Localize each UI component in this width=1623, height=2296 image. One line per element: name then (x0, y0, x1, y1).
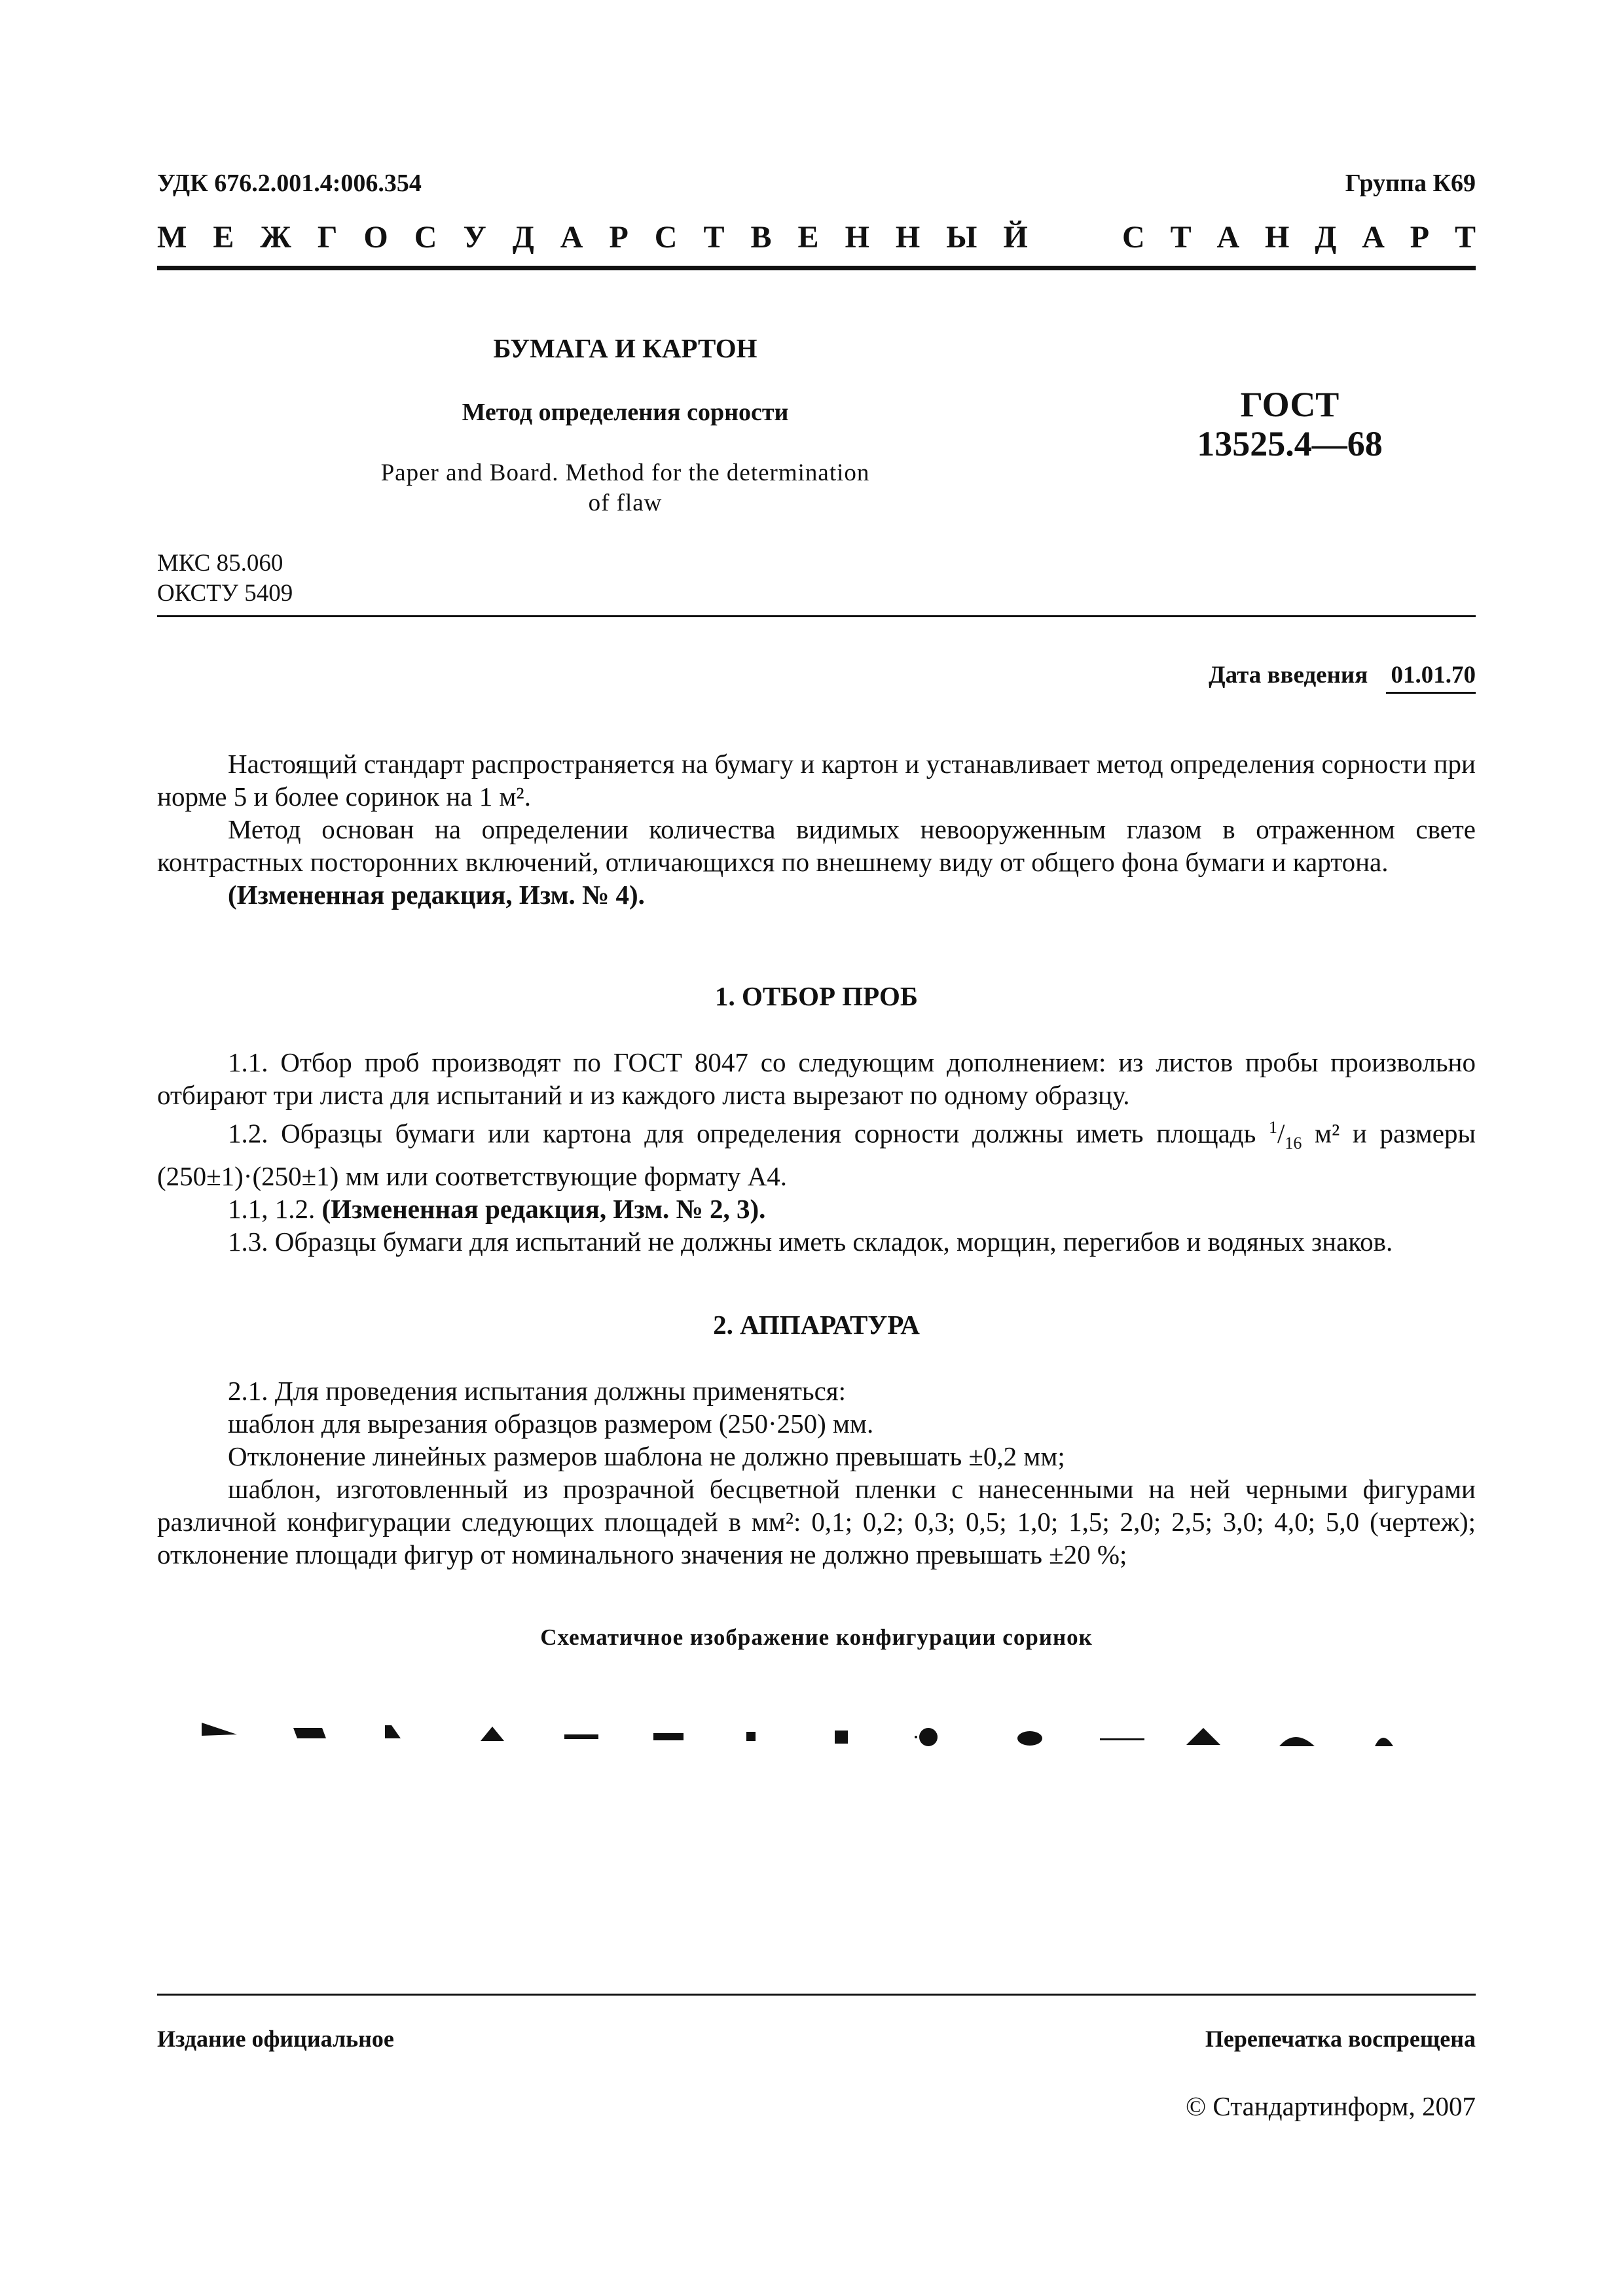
clause-1-2-text-a: 1.2. Образцы бумаги или картона для определения сорности должны иметь площадь (228, 1118, 1269, 1149)
banner-word-interstate-letter: Й (1003, 220, 1028, 255)
flaw-shape-9-dot (915, 1736, 917, 1738)
banner-word-standard-letter: Д (1315, 220, 1337, 255)
flaw-shape-10 (1017, 1731, 1042, 1746)
clause-1-2: 1.2. Образцы бумаги или картона для определения сорности должны иметь площадь $^1/_{16}$ м² и размеры (250±1)·(250±1) мм или соответствующие формату А4. (157, 1118, 1476, 1191)
flaw-shape-3 (385, 1725, 401, 1738)
copyright-notice: © Стандартинформ, 2007 (1186, 2091, 1476, 2121)
english-title (314, 458, 936, 518)
okstu-code: ОКСТУ 5409 (157, 580, 293, 607)
banner-word-standard-letter: Н (1265, 220, 1290, 255)
introduction-date-label: Дата введения (1209, 662, 1368, 689)
flaw-shapes-figure (157, 1702, 1476, 1780)
flaw-shape-7 (746, 1732, 756, 1741)
document-title: БУМАГА И КАРТОН (493, 333, 757, 363)
flaw-shape-5 (564, 1734, 598, 1739)
section-2-title: 2. АППАРАТУРА (713, 1310, 920, 1340)
section-2-body (157, 1374, 1476, 1571)
clause-1-2-text-b: м² и размеры (250±1)·(250±1) мм или соответствующие формату А4. (157, 1118, 1476, 1191)
banner-word-standard-letter: С (1122, 220, 1145, 255)
banner-word-interstate-letter: С (414, 220, 437, 255)
english-title-line1: Paper and Board. Method for the determination (380, 459, 870, 486)
banner-word-standard-letter: А (1362, 220, 1385, 255)
edition-official: Издание официальное (157, 2026, 394, 2052)
udk-code: УДК 676.2.001.4:006.354 (157, 170, 422, 197)
clause-2-1: 2.1. Для проведения испытания должны применяться: (228, 1376, 847, 1406)
fraction-numerator: 1 (1269, 1118, 1277, 1137)
section-1-title: 1. ОТБОР ПРОБ (715, 981, 918, 1011)
banner-word-interstate-letter: Р (609, 220, 629, 255)
banner-word-interstate-letter: А (560, 220, 583, 255)
classification-codes (157, 548, 293, 609)
gost-label: ГОСТ (1240, 385, 1340, 424)
banner-word-standard (1122, 219, 1476, 255)
banner-word-standard-letter: Т (1170, 220, 1192, 255)
banner-word-interstate-letter: В (750, 220, 772, 255)
title-divider (157, 615, 1476, 617)
banner-word-interstate-letter: М (157, 220, 187, 255)
footer-divider (157, 1994, 1476, 1996)
flaw-shape-2 (293, 1728, 326, 1738)
banner-word-interstate-letter: Н (845, 220, 869, 255)
banner-word-interstate-letter: Д (512, 220, 534, 255)
header-row (157, 169, 1476, 198)
banner-word-standard-letter: А (1216, 220, 1240, 255)
banner-word-interstate-letter: Г (317, 220, 338, 255)
gost-designation (1139, 385, 1440, 463)
clause-2-1-template: шаблон для вырезания образцов размером (250·250) мм. (228, 1408, 874, 1439)
english-title-line2: of flaw (588, 490, 663, 516)
banner-word-interstate-letter: Т (703, 220, 725, 255)
flaw-shape-1 (202, 1723, 237, 1736)
fraction-denominator: 16 (1285, 1133, 1302, 1153)
flaw-shape-14 (1375, 1738, 1393, 1746)
flaw-shape-12 (1186, 1728, 1220, 1745)
figure-caption: Схематичное изображение конфигурации соринок (540, 1624, 1093, 1650)
banner-word-interstate-letter: Ы (946, 220, 977, 255)
reprint-prohibited: Перепечатка воспрещена (1205, 2026, 1476, 2052)
intro-paragraph-1: Настоящий стандарт распространяется на бумагу и картон и устанавливает метод определения сорности при норме 5 и более соринок на 1 м². (157, 749, 1476, 812)
flaw-shape-13 (1279, 1737, 1315, 1746)
banner-word-standard-letter: Т (1454, 220, 1476, 255)
banner-word-interstate-letter: Е (213, 220, 234, 255)
gost-number: 13525.4—68 (1197, 424, 1383, 463)
mks-code: МКС 85.060 (157, 550, 283, 577)
clause-amendment-prefix: 1.1, 1.2. (228, 1193, 322, 1224)
clause-amendment-bold: (Измененная редакция, Изм. № 2, 3). (321, 1193, 766, 1224)
clause-1-1: 1.1. Отбор проб производят по ГОСТ 8047 со следующим дополнением: из листов пробы произвольно отбирают три листа для испытаний и из каждого листа вырезают по одному образцу. (157, 1047, 1476, 1110)
banner-word-interstate (157, 219, 1028, 255)
banner-word-interstate-letter: С (654, 220, 678, 255)
clause-amendment-note (157, 1193, 1476, 1225)
document-subtitle: Метод определения сорности (462, 399, 789, 426)
banner-word-interstate-letter: Е (797, 220, 819, 255)
group-code: Группа К69 (1345, 170, 1476, 197)
introduction-date (1209, 661, 1476, 694)
flaw-shape-4 (481, 1727, 504, 1741)
flaw-shape-11 (1100, 1738, 1144, 1740)
banner-word-interstate-letter: У (463, 220, 486, 255)
flaw-shape-9 (919, 1728, 938, 1746)
section-1-body (157, 1046, 1476, 1258)
banner-word-interstate-letter: Ж (260, 220, 291, 255)
clause-2-1-film-template: шаблон, изготовленный из прозрачной бесцветной пленки с нанесенными на ней черными фигурами различной конфигурации следующих площадей в мм²: 0,1; 0,2; 0,3; 0,5; 1,0; 1,5; 2,0; 2,5; 3,0; 4,0; 5,0 (чертеж); отклонение площади фигур от номинального значения не должно превышать ±20 %; (157, 1474, 1476, 1570)
flaw-shape-8 (835, 1731, 848, 1744)
flaw-shape-6 (653, 1733, 684, 1740)
clause-2-1-deviation: Отклонение линейных размеров шаблона не должно превышать ±0,2 мм; (228, 1441, 1065, 1471)
intro-paragraph-2: Метод основан на определении количества видимых невооруженным глазом в отраженном свете контрастных посторонних включений, отличающихся по внешнему виду от общего фона бумаги и картона. (157, 814, 1476, 877)
banner-word-standard-letter: Р (1410, 220, 1430, 255)
clause-1-3: 1.3. Образцы бумаги для испытаний не должны иметь складок, морщин, перегибов и водяных знаков. (228, 1226, 1393, 1257)
introduction-date-value: 01.01.70 (1386, 661, 1476, 694)
intro-section (157, 747, 1476, 911)
intro-amendment-note: (Измененная редакция, Изм. № 4). (228, 880, 645, 910)
banner-word-interstate-letter: Н (895, 220, 921, 255)
banner-word-interstate-letter: О (363, 220, 388, 255)
flaw-shapes-svg (157, 1702, 1476, 1780)
header-divider (157, 266, 1476, 270)
